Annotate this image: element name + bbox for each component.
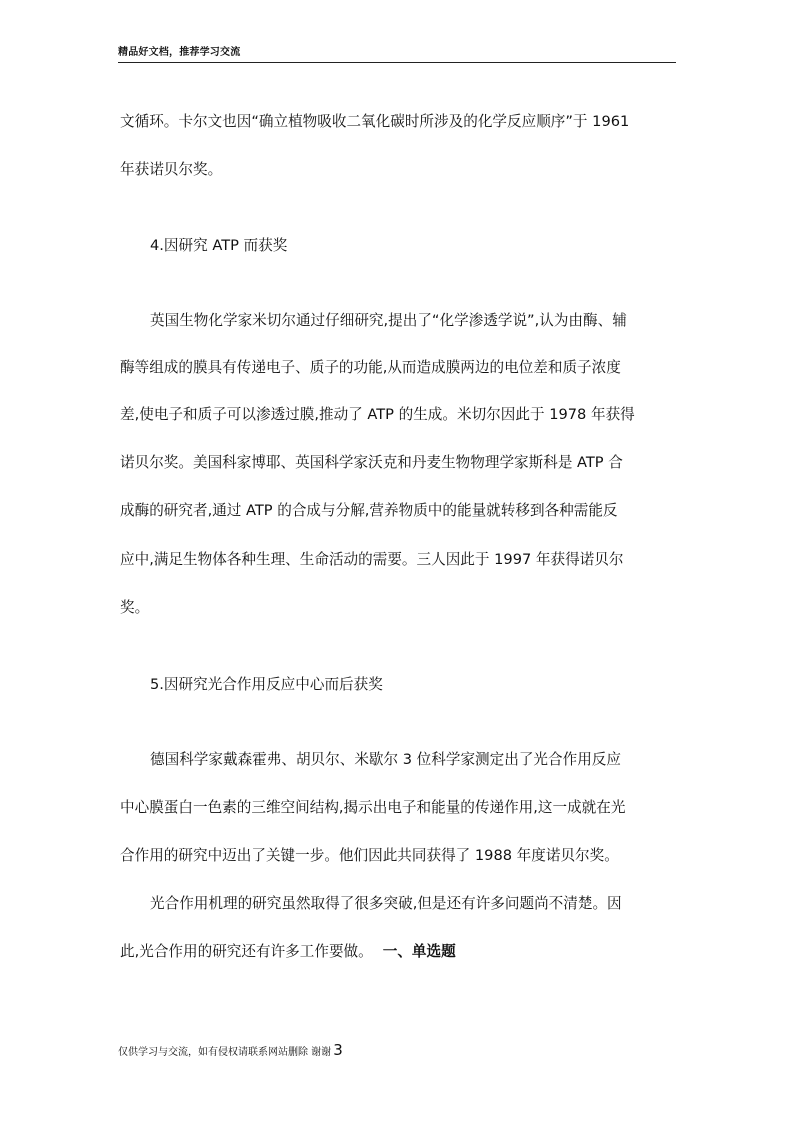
paragraph-line: 奖。 — [120, 599, 150, 616]
paragraph-line: 德国科学家戴森霍弗、胡贝尔、米歇尔 3 位科学家测定出了光合作用反应 — [150, 751, 621, 768]
paragraph-line: 英国生物化学家米切尔通过仔细研究,提出了“化学渗透学说”,认为由酶、辅 — [150, 312, 627, 329]
section-label-single-choice: 一、单选题 — [382, 943, 456, 960]
paragraph-line: 差,使电子和质子可以渗透过膜,推动了 ATP 的生成。米切尔因此于 1978 年获得 — [120, 406, 635, 423]
paragraph-line-with-section — [120, 942, 456, 962]
paragraph-line: 文循环。卡尔文也因“确立植物吸收二氧化碳时所涉及的化学反应顺序”于 1961 — [120, 113, 630, 130]
paragraph-line: 应中,满足生物体各种生理、生命活动的需要。三人因此于 1997 年获得诺贝尔 — [120, 551, 624, 568]
paragraph-line: 成酶的研究者,通过 ATP 的合成与分解,营养物质中的能量就转移到各种需能反 — [120, 502, 618, 519]
section-heading-reaction-center: 5.因研究光合作用反应中心而后获奖 — [150, 676, 383, 693]
page-number: 3 — [333, 1041, 343, 1059]
footer-text: 仅供学习与交流，如有侵权请联系网站删除 谢谢 — [118, 1047, 332, 1058]
paragraph-line: 光合作用机理的研究虽然取得了很多突破,但是还有许多问题尚不清楚。因 — [150, 895, 622, 912]
page-footer — [118, 1042, 343, 1061]
paragraph-line: 酶等组成的膜具有传递电子、质子的功能,从而造成膜两边的电位差和质子浓度 — [120, 359, 621, 376]
header-text: 精品好文档，推荐学习交流 — [118, 47, 241, 58]
paragraph-line: 诺贝尔奖。美国科家博耶、英国科学家沃克和丹麦生物物理学家斯科是 ATP 合 — [120, 454, 623, 471]
paragraph-line: 中心膜蛋白一色素的三维空间结构,揭示出电子和能量的传递作用,这一成就在光 — [120, 799, 626, 816]
section-heading-atp: 4.因研究 ATP 而获奖 — [150, 237, 288, 254]
paragraph-line: 年获诺贝尔奖。 — [120, 161, 223, 178]
paragraph-line: 合作用的研究中迈出了关键一步。他们因此共同获得了 1988 年度诺贝尔奖。 — [120, 847, 619, 864]
paragraph-text: 此,光合作用的研究还有许多工作要做。 — [120, 943, 373, 960]
page-header — [118, 46, 676, 63]
